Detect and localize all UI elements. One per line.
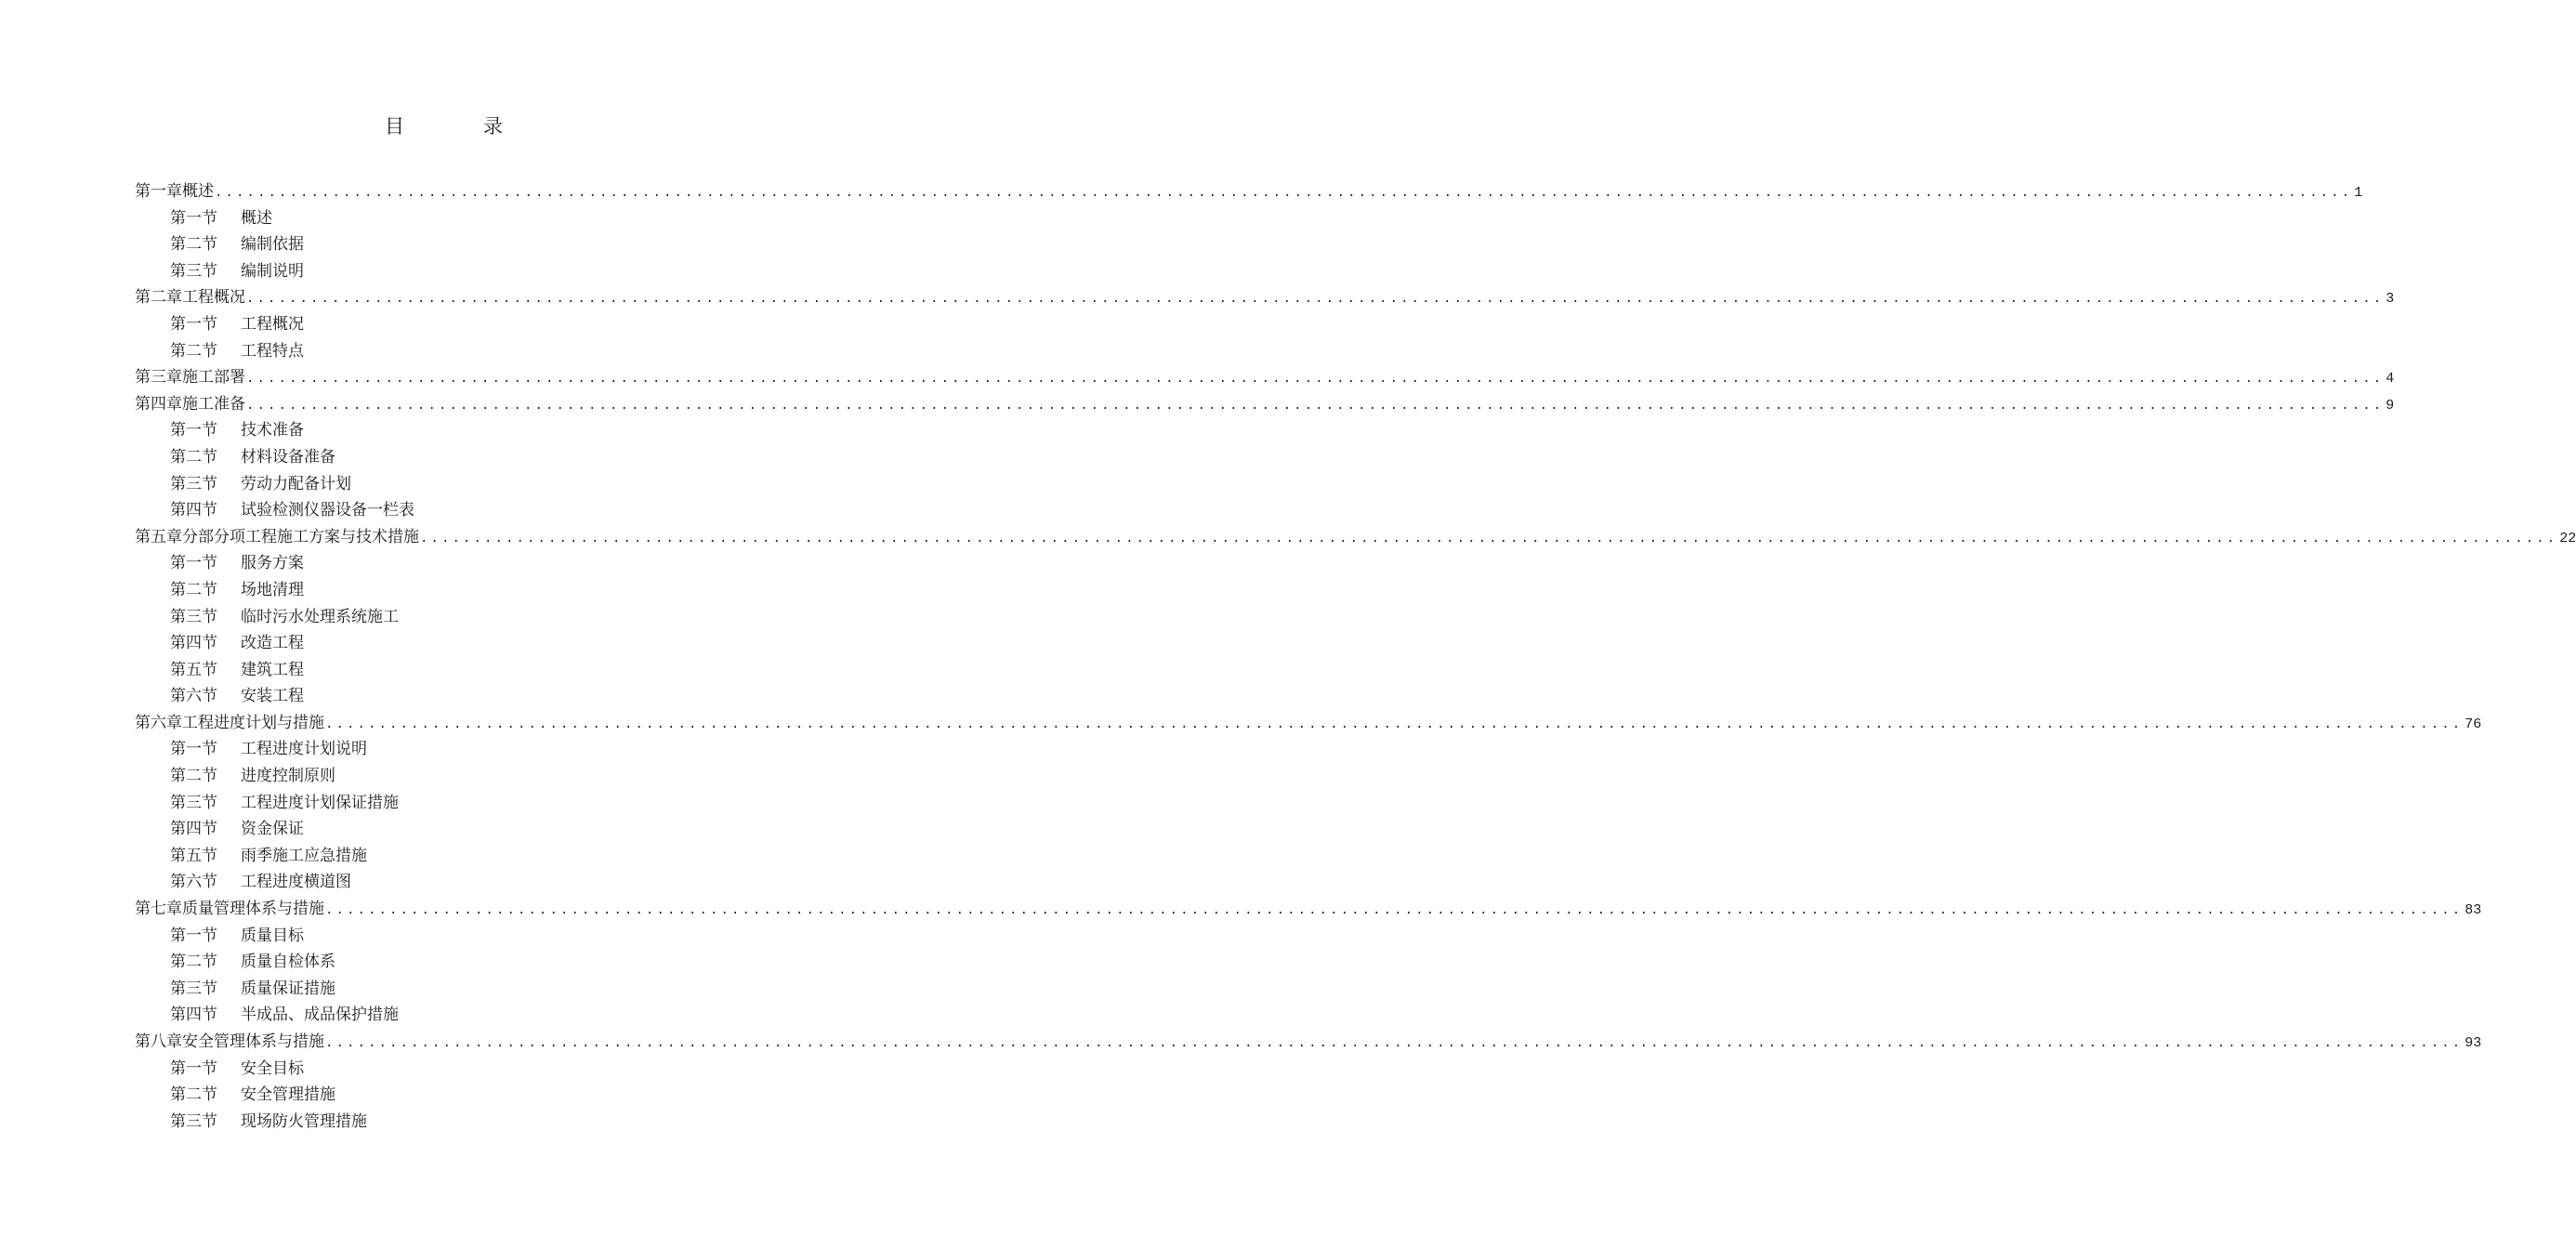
chapter-page-number: 4 — [2385, 371, 2395, 388]
toc-chapter-entry[interactable] — [135, 524, 2576, 551]
section-number: 第二节 — [170, 767, 217, 786]
toc-chapter-entry[interactable] — [135, 178, 2363, 205]
chapter-number: 第三章 — [135, 368, 182, 388]
dot-leader: ........................................................................................................................................................................................................ — [246, 292, 2385, 308]
section-title: 质量保证措施 — [241, 979, 335, 998]
section-number: 第三节 — [170, 261, 217, 281]
section-number: 第六节 — [170, 873, 217, 892]
section-title: 雨季施工应急措施 — [241, 846, 367, 865]
dot-leader: ........................................................................................................................................................................................................ — [325, 903, 2464, 919]
section-title: 临时污水处理系统施工 — [241, 607, 399, 626]
section-title: 安装工程 — [241, 687, 304, 706]
toc-section-entry[interactable] — [135, 816, 748, 843]
chapter-title: 质量管理体系与措施 — [182, 900, 324, 919]
section-number: 第四节 — [170, 634, 217, 653]
section-title: 改造工程 — [241, 634, 304, 653]
section-number: 第一节 — [170, 1058, 217, 1078]
section-number: 第三节 — [170, 474, 217, 493]
section-title: 安全目标 — [241, 1058, 304, 1078]
chapter-title: 分部分项工程施工方案与技术措施 — [182, 527, 419, 546]
toc-chapter-entry[interactable] — [135, 896, 2482, 923]
chapter-number: 第二章 — [135, 288, 182, 308]
section-title: 质量目标 — [241, 926, 304, 945]
section-number: 第一节 — [170, 208, 217, 228]
chapter-number: 第五章 — [135, 527, 182, 546]
section-number: 第四节 — [170, 820, 217, 839]
chapter-number: 第四章 — [135, 394, 182, 414]
chapter-page-number: 83 — [2464, 902, 2482, 919]
toc-section-entry[interactable] — [135, 657, 748, 684]
section-number: 第三节 — [170, 979, 217, 998]
section-number: 第二节 — [170, 953, 217, 972]
toc-chapter-entry[interactable] — [135, 1029, 2482, 1056]
toc-section-entry[interactable] — [135, 417, 748, 444]
toc-section-entry[interactable] — [135, 736, 748, 763]
toc-title: 目 录 — [385, 115, 532, 138]
chapter-number: 第六章 — [135, 713, 182, 732]
chapter-page-number: 93 — [2464, 1035, 2482, 1051]
section-number: 第一节 — [170, 740, 217, 759]
toc-section-entry[interactable] — [135, 683, 748, 710]
toc-section-entry[interactable] — [135, 1002, 748, 1029]
section-title: 工程特点 — [241, 341, 304, 361]
section-title: 试验检测仪器设备一栏表 — [241, 501, 414, 520]
toc-chapter-entry[interactable] — [135, 364, 2395, 391]
section-number: 第二节 — [170, 580, 217, 599]
toc-section-entry[interactable] — [135, 790, 748, 817]
section-number: 第四节 — [170, 1006, 217, 1025]
toc-section-entry[interactable] — [135, 763, 748, 790]
chapter-page-number: 3 — [2385, 291, 2395, 308]
section-title: 劳动力配备计划 — [241, 474, 351, 493]
section-title: 工程进度计划说明 — [241, 740, 367, 759]
section-number: 第五节 — [170, 846, 217, 865]
table-of-contents — [135, 178, 2576, 1135]
chapter-title: 施工部署 — [182, 368, 245, 388]
section-number: 第二节 — [170, 341, 217, 361]
dot-leader: ........................................................................................................................................................................................................ — [246, 398, 2385, 414]
section-number: 第二节 — [170, 447, 217, 467]
section-title: 安全管理措施 — [241, 1085, 335, 1105]
section-title: 半成品、成品保护措施 — [241, 1006, 399, 1025]
toc-section-entry[interactable] — [135, 577, 748, 604]
dot-leader: ........................................................................................................................................................................................................ — [420, 531, 2558, 546]
toc-section-entry[interactable] — [135, 311, 748, 338]
section-title: 场地清理 — [241, 580, 304, 599]
section-number: 第六节 — [170, 687, 217, 706]
section-number: 第三节 — [170, 607, 217, 626]
dot-leader: ........................................................................................................................................................................................................ — [325, 1036, 2464, 1051]
section-title: 技术准备 — [241, 421, 304, 440]
chapter-number: 第一章 — [135, 182, 182, 201]
section-number: 第五节 — [170, 660, 217, 679]
section-number: 第一节 — [170, 926, 217, 945]
section-title: 资金保证 — [241, 820, 304, 839]
section-number: 第一节 — [170, 421, 217, 440]
section-number: 第二节 — [170, 1085, 217, 1105]
dot-leader: ........................................................................................................................................................................................................ — [215, 186, 2353, 201]
section-title: 材料设备准备 — [241, 447, 335, 467]
toc-chapter-entry[interactable] — [135, 391, 2395, 418]
toc-section-entry[interactable] — [135, 1056, 748, 1083]
section-number: 第三节 — [170, 1111, 217, 1131]
section-number: 第一节 — [170, 554, 217, 573]
toc-section-entry[interactable] — [135, 923, 748, 950]
toc-section-entry[interactable] — [135, 258, 748, 285]
section-title: 编制说明 — [241, 261, 304, 281]
toc-section-entry[interactable] — [135, 630, 748, 657]
toc-chapter-entry[interactable] — [135, 284, 2395, 311]
section-number: 第二节 — [170, 235, 217, 255]
toc-section-entry[interactable] — [135, 444, 748, 471]
section-title: 质量自检体系 — [241, 953, 335, 972]
section-title: 现场防火管理措施 — [241, 1111, 367, 1131]
section-title: 工程进度计划保证措施 — [241, 793, 399, 812]
toc-section-entry[interactable] — [135, 949, 748, 976]
toc-section-entry[interactable] — [135, 604, 748, 631]
chapter-title: 施工准备 — [182, 394, 245, 414]
dot-leader: ........................................................................................................................................................................................................ — [325, 717, 2464, 732]
section-title: 服务方案 — [241, 554, 304, 573]
chapter-page-number: 9 — [2385, 397, 2395, 414]
toc-section-entry[interactable] — [135, 471, 748, 498]
toc-section-entry[interactable] — [135, 338, 748, 365]
toc-section-entry[interactable] — [135, 497, 748, 524]
toc-section-entry[interactable] — [135, 869, 748, 896]
section-title: 概述 — [241, 208, 272, 228]
section-title: 建筑工程 — [241, 660, 304, 679]
toc-section-entry[interactable] — [135, 1109, 748, 1136]
chapter-page-number: 22 — [2559, 530, 2576, 546]
toc-chapter-entry[interactable] — [135, 710, 2482, 737]
toc-section-entry[interactable] — [135, 205, 748, 232]
chapter-number: 第八章 — [135, 1032, 182, 1051]
section-title: 工程进度横道图 — [241, 873, 351, 892]
chapter-title: 安全管理体系与措施 — [182, 1032, 324, 1051]
section-number: 第三节 — [170, 793, 217, 812]
dot-leader: ........................................................................................................................................................................................................ — [246, 372, 2385, 388]
chapter-page-number: 76 — [2464, 716, 2482, 732]
chapter-number: 第七章 — [135, 900, 182, 919]
chapter-title: 工程概况 — [182, 288, 245, 308]
toc-section-entry[interactable] — [135, 1082, 748, 1109]
toc-section-entry[interactable] — [135, 843, 748, 870]
chapter-page-number: 1 — [2354, 185, 2363, 201]
section-title: 编制依据 — [241, 235, 304, 255]
section-number: 第四节 — [170, 501, 217, 520]
toc-section-entry[interactable] — [135, 231, 748, 258]
chapter-title: 概述 — [182, 182, 214, 201]
section-title: 进度控制原则 — [241, 767, 335, 786]
section-title: 工程概况 — [241, 314, 304, 334]
toc-section-entry[interactable] — [135, 976, 748, 1003]
toc-section-entry[interactable] — [135, 550, 748, 577]
section-number: 第一节 — [170, 314, 217, 334]
chapter-title: 工程进度计划与措施 — [182, 713, 324, 732]
